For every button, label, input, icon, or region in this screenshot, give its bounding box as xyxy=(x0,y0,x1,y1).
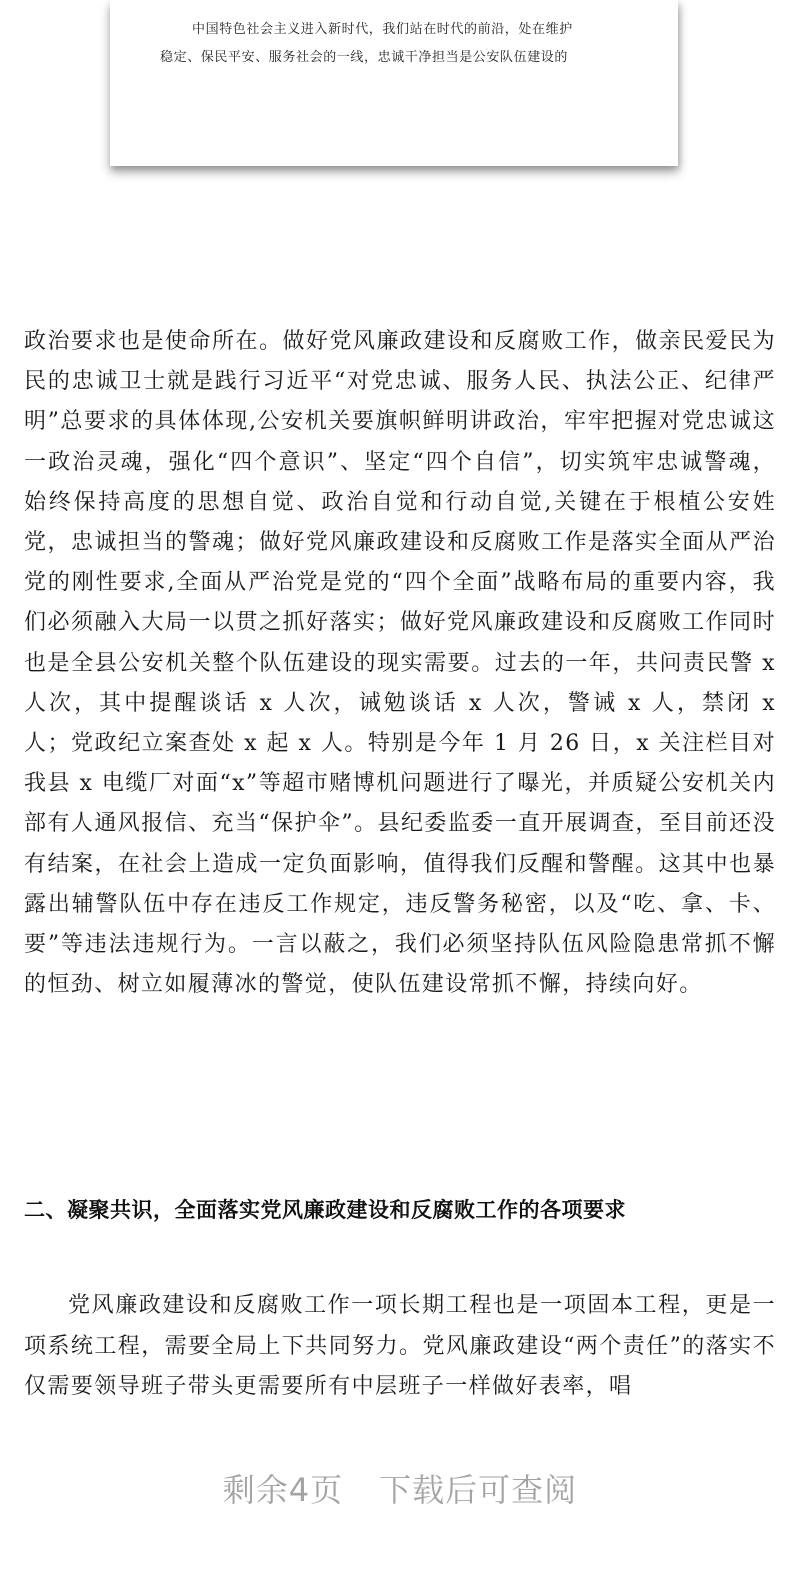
section-heading: 二、凝聚共识，全面落实党风廉政建设和反腐败工作的各项要求 xyxy=(24,1198,626,1222)
preview-card xyxy=(110,0,678,166)
download-prompt[interactable] xyxy=(0,1468,800,1512)
download-label: 下载后可查阅 xyxy=(379,1471,578,1509)
body-paragraph: 政治要求也是使命所在。做好党风廉政建设和反腐败工作，做亲民爱民为民的忠诚卫士就是践行习近平“对党忠诚、服务人民、执法公正、纪律严明”总要求的具体体现,公安机关要旗帜鲜明讲政治，牢牢把握对党忠诚这一政治灵魂，强化“四个意识”、坚定“四个自信”，切实筑牢忠诚警魂，始终保持高度的思想自觉、政治自觉和行动自觉,关键在于根植公安姓党，忠诚担当的警魂；做好党风廉政建设和反腐败工作是落实全面从严治党的刚性要求,全面从严治党是党的“四个全面”战略布局的重要内容，我们必须融入大局一以贯之抓好落实；做好党风廉政建设和反腐败工作同时也是全县公安机关整个队伍建设的现实需要。过去的一年，共问责民警 x 人次，其中提醒谈话 x 人次，诫勉谈话 x 人次，警诫 x 人，禁闭 x 人；党政纪立案查处 x 起 x 人。特别是今年 1 月 26 日，x 关注栏目对我县 x 电缆厂对面“x”等超市赌博机问题进行了曝光，并质疑公安机关内部有人通风报信、充当“保护伞”。县纪委监委一直开展调查，至目前还没有结案，在社会上造成一定负面影响，值得我们反醒和警醒。这其中也暴露出辅警队伍中存在违反工作规定，违反警务秘密，以及“吃、拿、卡、要”等违法违规行为。一言以蔽之，我们必须坚持队伍风险隐患常抓不懈的恒劲、树立如履薄冰的警觉，使队伍建设常抓不懈，持续向好。 xyxy=(24,329,777,998)
remaining-pages-label: 剩余4页 xyxy=(222,1471,344,1509)
preview-line-2: 稳定、保民平安、服务社会的一线，忠诚干净担当是公安队伍建设的 xyxy=(160,50,569,65)
preview-line-1: 中国特色社会主义进入新时代，我们站在时代的前沿，处在维护 xyxy=(192,22,573,37)
section-paragraph: 党风廉政建设和反腐败工作一项长期工程也是一项固本工程，更是一项系统工程，需要全局上下共同努力。党风廉政建设“两个责任”的落实不仅需要领导班子带头更需要所有中层班子一样做好表率，唱 xyxy=(24,1293,776,1399)
section-body xyxy=(24,1286,776,1408)
body-text xyxy=(24,322,776,1005)
preview-text xyxy=(160,16,640,72)
